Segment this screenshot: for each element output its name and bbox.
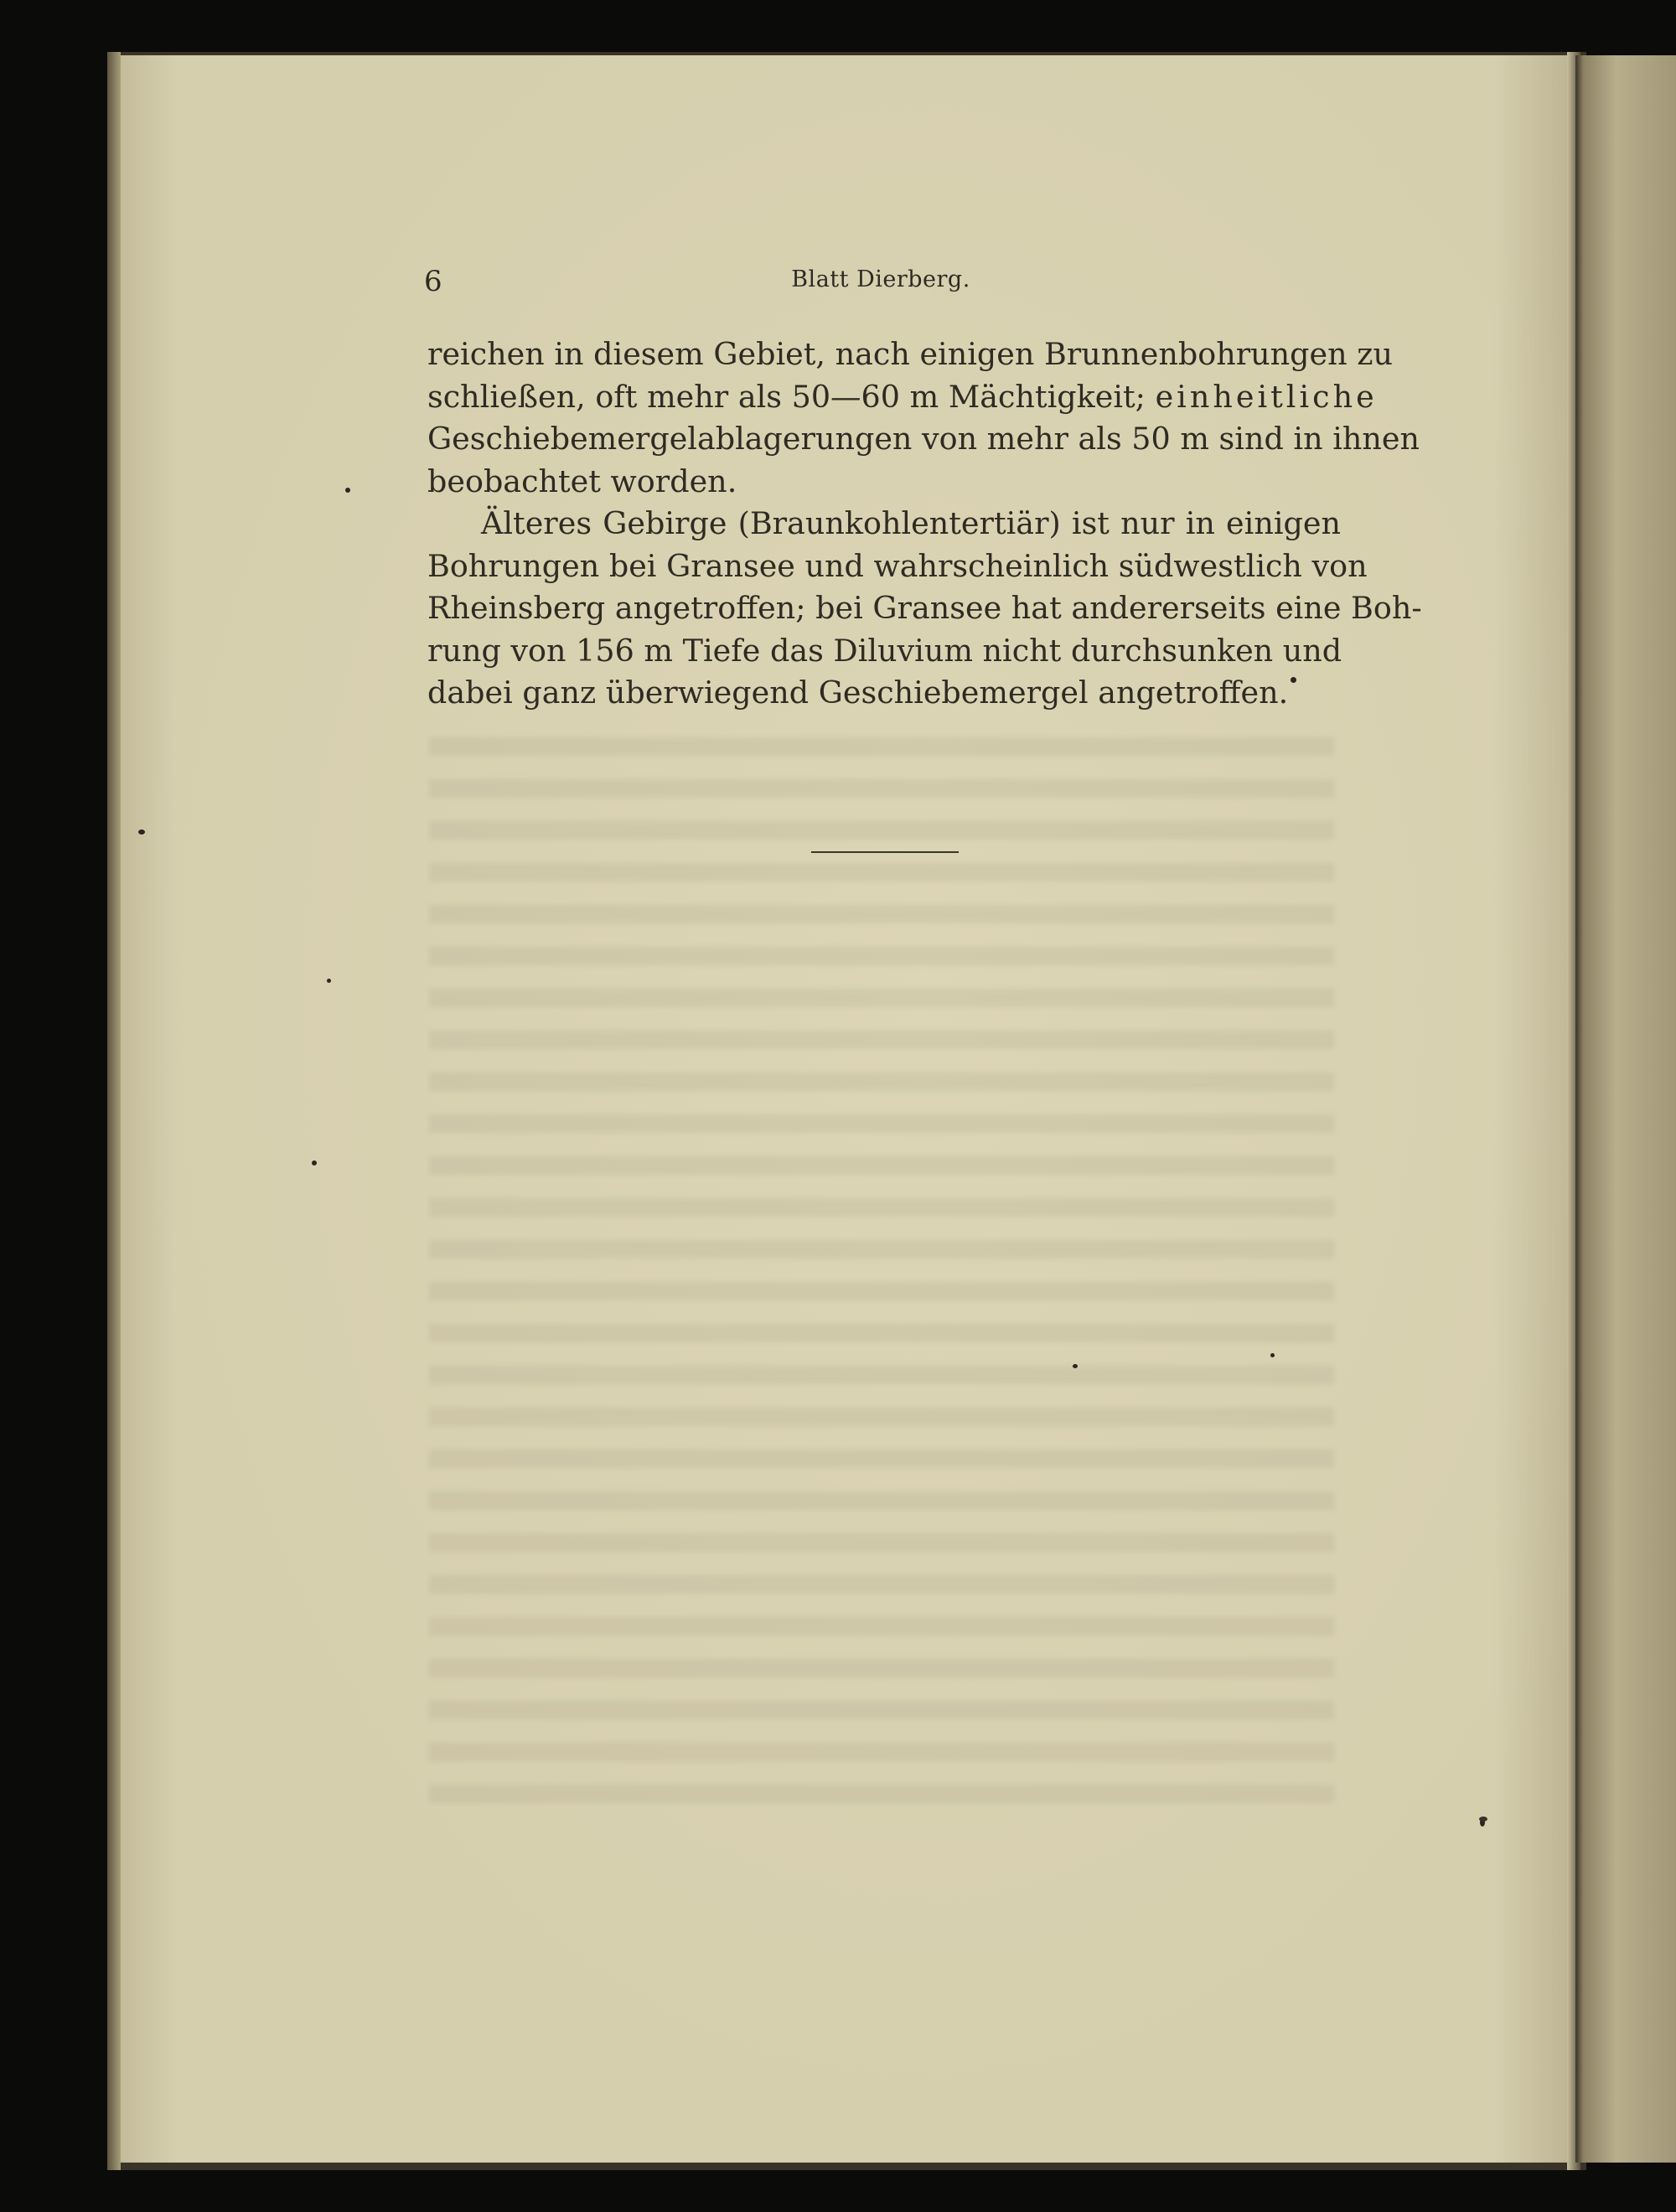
- body-text: [427, 333, 1422, 715]
- text-line: beobachtet worden.: [427, 463, 737, 499]
- page-number: 6: [424, 265, 442, 298]
- paper-speck: [1291, 677, 1296, 683]
- text-line: [427, 376, 1378, 419]
- text-line: dabei ganz überwiegend Geschiebemergel angetroffen.: [427, 674, 1289, 711]
- paper-speck: [1073, 1364, 1078, 1368]
- paragraph-2: [427, 503, 1422, 715]
- running-title: Blatt Dierberg.: [791, 266, 970, 292]
- next-page-edge: [1575, 55, 1676, 2163]
- show-through-text: [429, 737, 1334, 1818]
- text-line-part: schließen, oft mehr als 50—60 m Mächtigkeit;: [427, 378, 1156, 415]
- text-line: Älteres Gebirge (Braunkohlentertiär) ist nur in einigen: [481, 505, 1341, 541]
- text-line: rung von 156 m Tiefe das Diluvium nicht durchsunken und: [427, 632, 1342, 669]
- text-line: Bohrungen bei Gransee und wahrscheinlich südwestlich von: [427, 547, 1368, 584]
- paper-speck: [327, 979, 331, 983]
- text-line: Geschiebemergelablagerungen von mehr als 50 m sind in ihnen: [427, 421, 1420, 457]
- text-line: Rheinsberg angetroffen; bei Gransee hat andererseits eine Boh-: [427, 590, 1422, 626]
- paper-speck: [1479, 1817, 1487, 1822]
- emphasized-word: einheitliche: [1155, 378, 1378, 415]
- paragraph-1: [427, 333, 1420, 503]
- paper-speck: [138, 830, 145, 835]
- section-divider: [811, 851, 959, 853]
- paper-speck: [312, 1160, 317, 1165]
- text-line: reichen in diesem Gebiet, nach einigen Brunnenbohrungen zu: [427, 336, 1393, 372]
- paper-speck: [345, 488, 350, 493]
- page-edge-left: [107, 52, 121, 2170]
- paper-speck: [1270, 1353, 1275, 1357]
- page-header: [424, 265, 1337, 302]
